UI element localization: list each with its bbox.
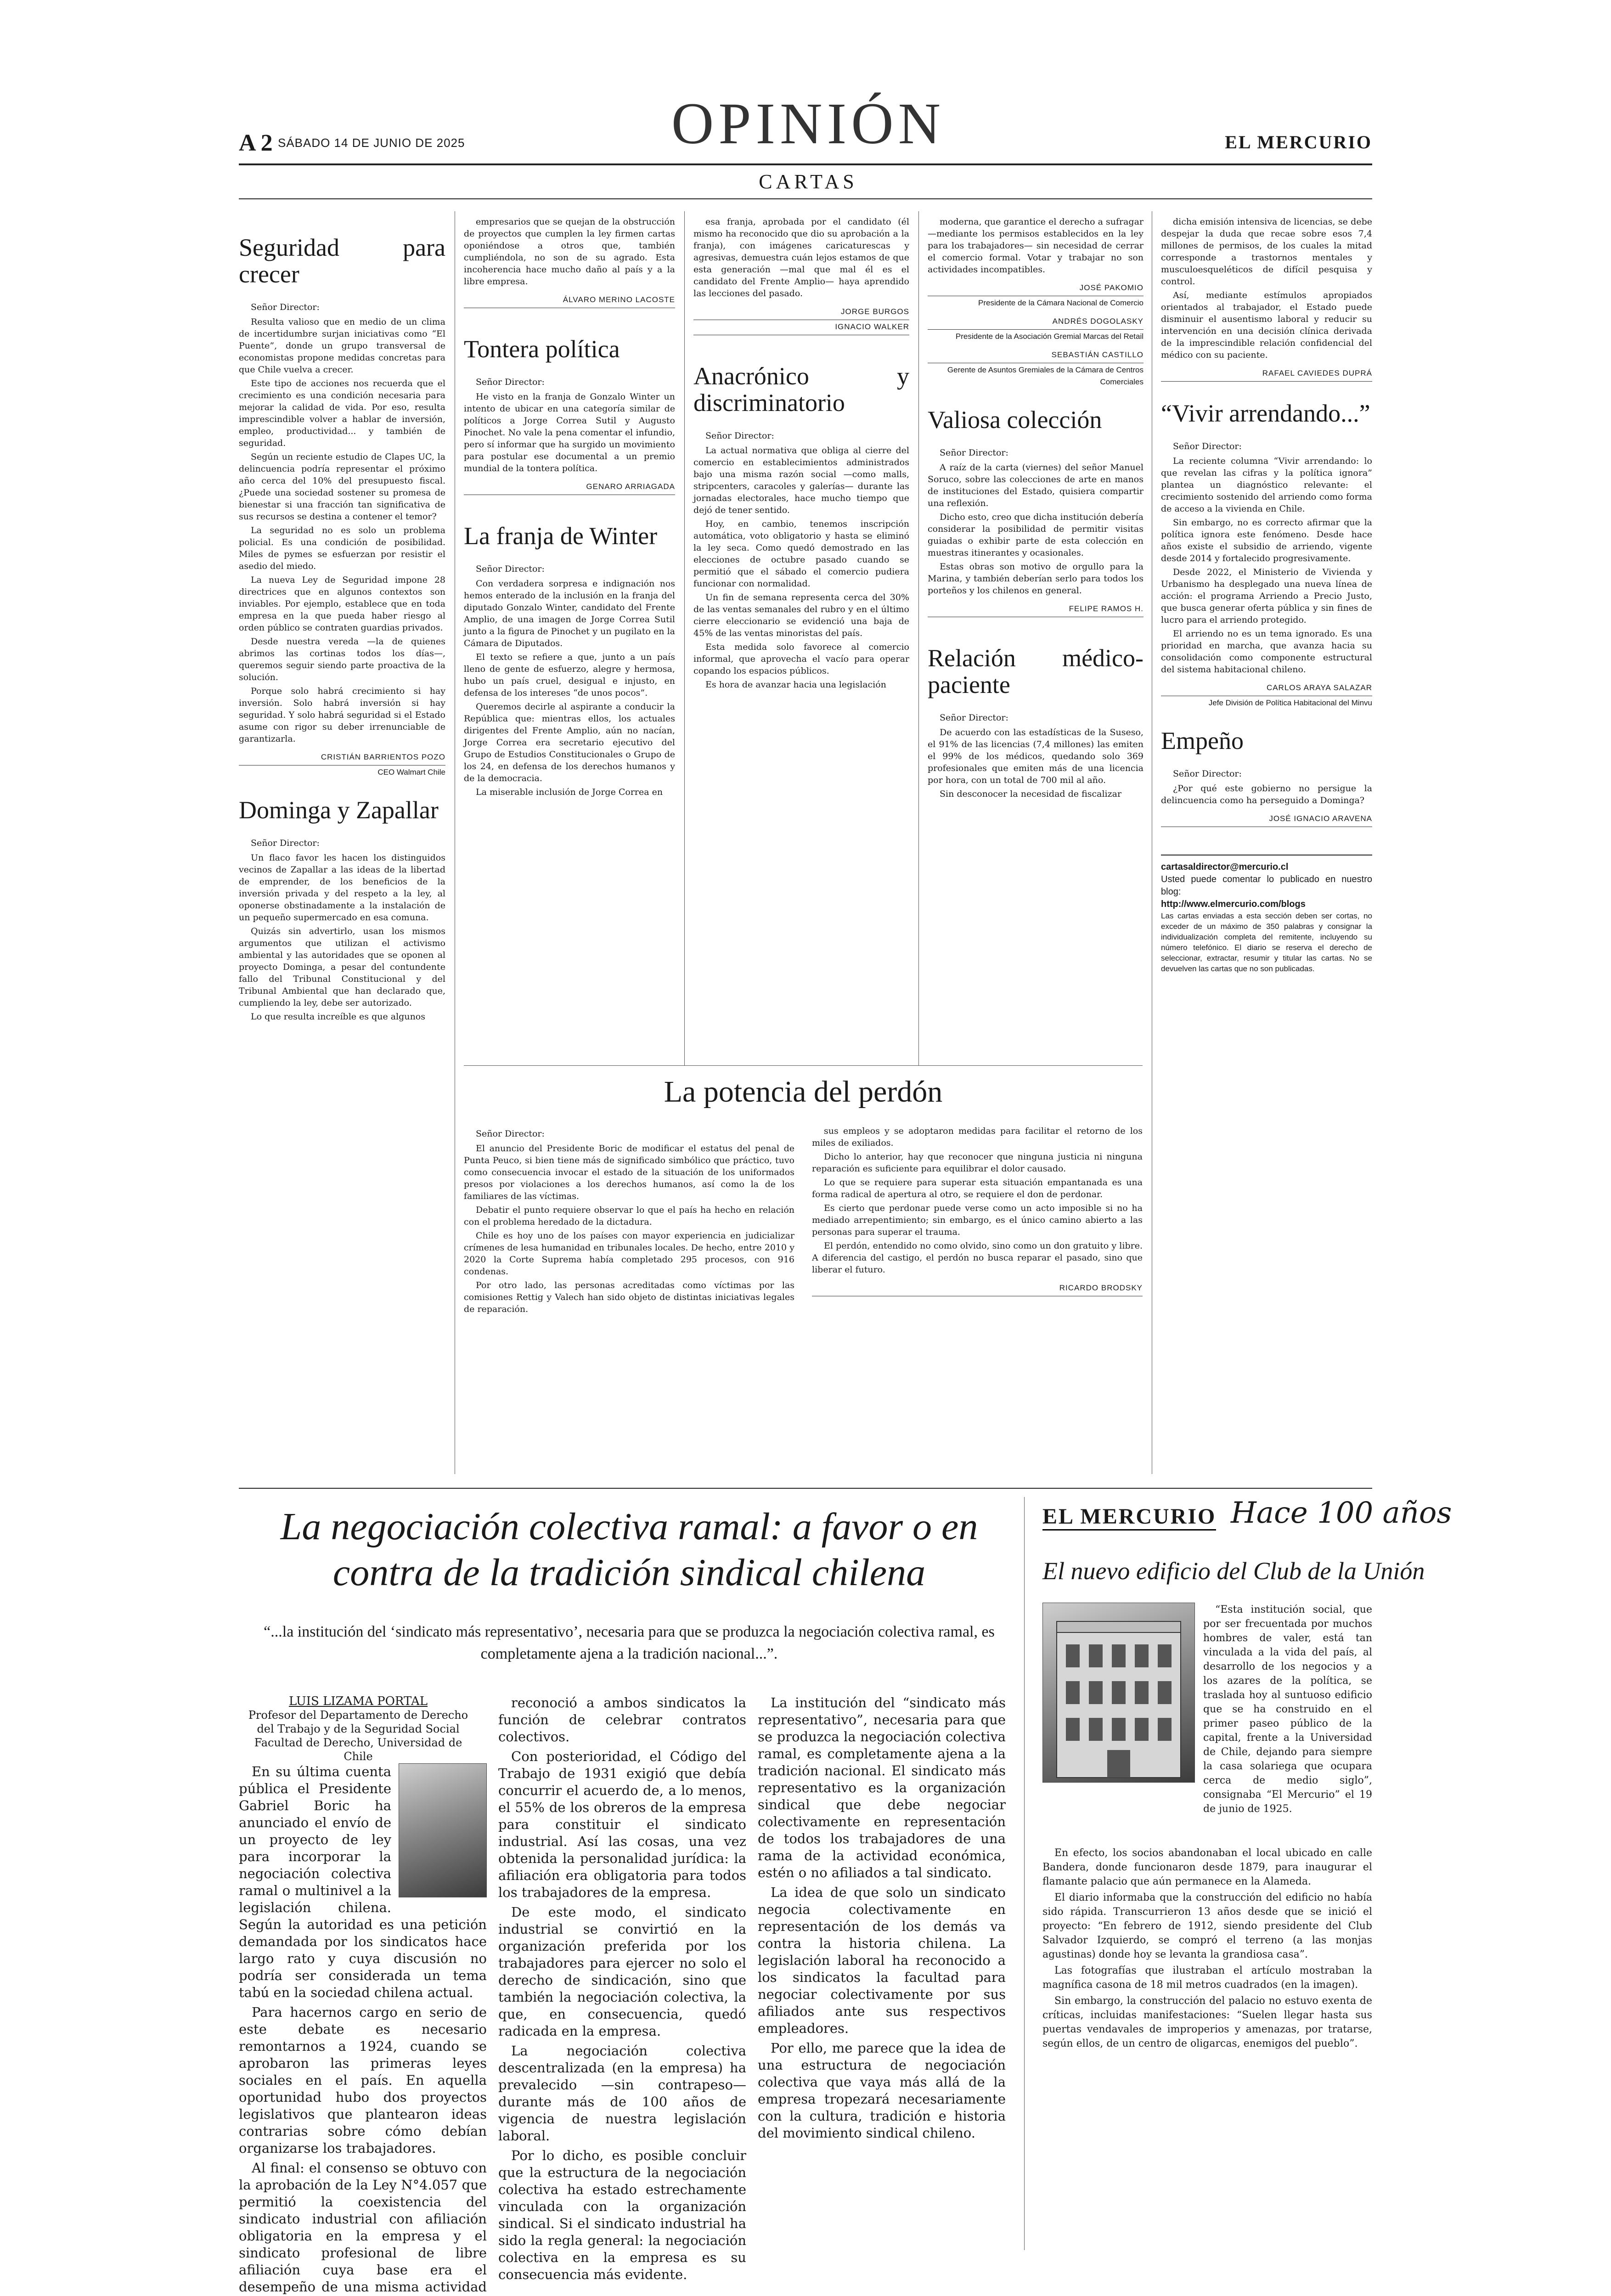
column-text-1 [239, 1763, 487, 2296]
hace100-paragraph: El diario informaba que la construcción del edificio no había sido rápida. Transcurrieron 13 años desde que se inició el proyecto: “En febrero de 1912, siendo presidente del Club Salvador Izquierdo, se compró el terreno (a las monjas agustinas) donde hoy se levanta la grandiosa casa”. [1042, 1892, 1372, 1960]
section-title: OPINIÓN [671, 91, 946, 156]
column-byline [239, 1694, 478, 1763]
letter-signature-role: CEO Walmart Chile [377, 768, 445, 777]
letter-signature: JOSÉ PAKOMIO [928, 282, 1143, 296]
contact-email[interactable]: cartasaldirector@mercurio.cl [1161, 862, 1289, 872]
hace100-paragraph: Sin embargo, la construcción del palacio no estuvo exenta de críticas, incluidas manifestaciones: “Suelen llegar hasta sus puertas vendavales de improperios y amenazas, por tratarse, según ellos, de un centro de oligarcas, enemigos del pueblo”. [1042, 1995, 1372, 2049]
letter-paragraph: dicha emisión intensiva de licencias, se debe despejar la duda que recae sobre esos 7,4 millones de permisos, de los cuales la mitad corresponde a trastornos mentales y musculoesqueléticos de difícil pesquisa y control. [1161, 217, 1372, 287]
letter-paragraph: Debatir el punto requiere observar lo que el país ha hecho en relación con el problema heredado de la dictadura. [464, 1205, 794, 1227]
letters-column-3 [693, 216, 909, 692]
column-paragraph: En su última cuenta pública el Presidente Gabriel Boric ha anunciado el envío de un proyecto de ley para incorporar la negociación colectiva ramal o multinivel a la legislación chilena. Según la autoridad es una petición demandada por los sindicatos hace largo rato y cuya discusión no podría ser considerada un tema tabú en la sociedad chilena actual. [239, 1764, 487, 2000]
letter-paragraph: Queremos decirle al aspirante a conducir la República que: mientras ellos, los actuales dirigentes del Frente Amplio, aún no nacían, Jorge Correa era secretario ejecutivo del Grupo de Estudios Constitucionales o Grupo de los 24, en defensa de los derechos humanos y de la democracia. [464, 702, 675, 783]
letter-paragraph: Desde 2022, el Ministerio de Vivienda y Urbanismo ha desplegado una nueva línea de acción: el programa Arriendo a Precio Justo, que busca generar oferta pública y sin fines de lucro para el arriendo protegido. [1161, 567, 1372, 625]
letters-column-4 [928, 216, 1143, 802]
column-paragraph: De este modo, el sindicato industrial se convirtió en la organización preferida por los trabajadores para ejercer no solo el derecho de sindicación, sino que también la negociación colectiva, la que, en consecuencia, quedó radicada en la empresa. [498, 1904, 746, 2039]
letter-title-tontera: Tontera política [464, 335, 620, 363]
letter-signature: RAFAEL CAVIEDES DUPRÁ [1161, 367, 1372, 382]
letter-paragraph: Sin desconocer la necesidad de fiscalizar [940, 789, 1122, 799]
letter-signature: IGNACIO WALKER [693, 321, 909, 335]
letter-signature: ÁLVARO MERINO LACOSTE [464, 294, 675, 308]
column-divider [1024, 1497, 1025, 2250]
letter-title-franja: La franja de Winter [464, 522, 658, 550]
letter-title-dominga: Dominga y Zapallar [239, 796, 439, 824]
column-paragraph: Para hacernos cargo en serio de este debate es necesario remontarnos a 1924, cuando se aprobaron las primeras leyes sociales en el país. En aquella oportunidad hubo dos proyectos legislativos que plantearon ideas contrarias sobre cómo debían organizarse los trabajadores. [239, 2004, 487, 2156]
letter-paragraph: Chile es hoy uno de los países con mayor experiencia en judicializar crímenes de lesa humanidad en tribunales locales. De hecho, entre 2010 y 2020 la Corte Suprema había completado 295 procesos, con 916 condenas. [464, 1231, 794, 1277]
letter-paragraph: La actual normativa que obliga al cierre del comercio en establecimientos administrados bajo una misma razón social —como malls, stripcenters, caracoles y galerías— durante las jornadas electorales, hace mucho tiempo que dejó de tener sentido. [693, 445, 909, 515]
perdon-column-left [464, 1125, 794, 1317]
letter-paragraph: Un fin de semana representa cerca del 30% de las ventas semanales del rubro y en el último cierre eleccionario se evidenció una baja de 45% de las ventas minoristas del país. [693, 592, 909, 638]
letter-signature: CRISTIÁN BARRIENTOS POZO [239, 751, 445, 765]
letter-paragraph: Hoy, en cambio, tenemos inscripción automática, voto obligatorio y hasta se eliminó la ley seca. Como quedó demostrado en las elecciones de octubre pasado cuando se permitió que el sábado el comercio pudiera funcionar con normalidad. [693, 519, 909, 589]
salutation: Señor Director: [476, 377, 545, 387]
salutation: Señor Director: [476, 564, 545, 574]
letter-paragraph: Sin embargo, no es correcto afirmar que la política ignora este fenómeno. Desde hace años existe el subsidio de arriendo, vigente desde 2014 y fortalecido progresivamente. [1161, 518, 1372, 563]
letter-title-valiosa: Valiosa colección [928, 406, 1102, 433]
letter-signature: ANDRÉS DOGOLASKY [928, 315, 1143, 330]
letter-title-relacion: Relación médico-paciente [928, 644, 1143, 698]
column-text-2 [498, 1694, 746, 2286]
letter-paragraph: Con verdadera sorpresa e indignación nos hemos enterado de la inclusión en la franja del diputado Gonzalo Winter, candidato del Frente Amplio, de una imagen de Jorge Correa Sutil junto a la figura de Pinochet y un pugilato en la Cámara de Diputados. [464, 579, 675, 648]
letter-paragraph: Es cierto que perdonar puede verse como un acto imposible si no ha mediado arrepentimiento; sin embargo, es el único camino abierto a las personas para superar el trauma. [812, 1203, 1143, 1237]
page-number: A 2 [239, 130, 273, 156]
letters-column-1 [239, 234, 445, 1024]
letter-paragraph: A raíz de la carta (viernes) del señor Manuel Soruco, sobre las colecciones de arte en manos de instituciones del Estado, quisiera compartir una reflexión. [928, 462, 1143, 508]
letter-paragraph: esa franja, aprobada por el candidato (él mismo ha reconocido que dio su aprobación a la franja), con imágenes caricaturescas y agresivas, demuestra cuán lejos estamos de que esta generación —mal que mal él es el candidato del Frente Amplio— haya aprendido las lecciones del pasado. [693, 217, 909, 298]
contact-blog-note: Usted puede comentar lo publicado en nuestro blog: [1161, 874, 1372, 897]
hace100-brand: EL MERCURIO [1042, 1504, 1216, 1531]
letter-title-seguridad: Seguridad para crecer [239, 234, 445, 288]
hace100-title: El nuevo edificio del Club de la Unión [1042, 1557, 1425, 1585]
letter-paragraph: La nueva Ley de Seguridad impone 28 directrices que en algunos contextos son inviables. Por ejemplo, establece que en toda empresa en la que pueda haber riesgo al orden público se contraten guardias privados. [239, 575, 445, 633]
column-author-role: Profesor del Departamento de Derecho del Trabajo y de la Seguridad Social Facultad de Derecho, Universidad de Chile [248, 1709, 468, 1763]
letters-column-5 [1161, 216, 1372, 974]
column-divider [684, 211, 685, 1065]
letter-signature: FELIPE RAMOS H. [928, 603, 1143, 617]
newspaper-brand: EL MERCURIO [1225, 132, 1372, 152]
letter-paragraph: Dicho esto, creo que dicha institución debería considerar la posibilidad de permitir visitas guiadas o exhibir parte de esta colección en muestras itinerantes y ocasionales. [928, 512, 1143, 558]
letter-paragraph: Dicho lo anterior, hay que reconocer que ninguna justicia ni ninguna reparación es suficiente para equilibrar el dolor causado. [812, 1152, 1143, 1174]
letter-paragraph: Así, mediante estímulos apropiados orientados al trabajador, el Estado puede disminuir el ausentismo laboral y reducir su intervención en una decisión clínica derivada de la imprescindible relación confidencial del médico con su paciente. [1161, 290, 1372, 360]
letter-paragraph: ¿Por qué este gobierno no persigue la delincuencia como ha perseguido a Dominga? [1161, 783, 1372, 805]
subsection-title: CARTAS [759, 170, 858, 193]
letter-title-vivir: “Vivir arrendando...” [1161, 400, 1370, 427]
column-paragraph: Por lo dicho, es posible concluir que la estructura de la negociación colectiva ha estado estrechamente vinculada con la organización sindical. Si el sindicato industrial ha sido la regla general: la negociación colectiva en la empresa es su consecuencia más evidente. [498, 2148, 746, 2282]
salutation: Señor Director: [940, 448, 1008, 458]
salutation: Señor Director: [1173, 769, 1242, 779]
letter-signature: RICARDO BRODSKY [812, 1282, 1143, 1296]
club-union-photo [1042, 1603, 1195, 1783]
column-paragraph: Con posterioridad, el Código del Trabajo de 1931 exigió que debía concurrir el acuerdo de, a lo menos, el 55% de los obreros de la empresa para constituir el sindicato industrial. Así las cosas, una vez obtenida la personalidad jurídica: la afiliación era obligatoria para todos los trabajadores de la empresa. [498, 1749, 746, 1900]
letter-paragraph: Según un reciente estudio de Clapes UC, la delincuencia podría representar el próximo año cerca del 10% del presupuesto fiscal. ¿Puede una sociedad sostener su promesa de bienestar si una fracción tan significativa de sus recursos se destina a contener el temor? [239, 452, 445, 522]
letter-paragraph: Esta medida solo favorece al comercio informal, que aprovecha el vacío para operar copando los espacios públicos. [693, 642, 909, 676]
page-date: SÁBADO 14 DE JUNIO DE 2025 [278, 136, 465, 150]
letter-paragraph: Es hora de avanzar hacia una legislación [705, 680, 886, 690]
letter-paragraph: Por otro lado, las personas acreditadas como víctimas por las comisiones Rettig y Valech han sido objeto de distintas iniciativas legales de reparación. [464, 1280, 794, 1314]
column-paragraph: La institución del “sindicato más representativo”, necesaria para que se produzca la negociación colectiva ramal, es completamente ajena a la tradición nacional. El sindicato más representativo es la organización sindical que debe negociar colectivamente en representación de todos los trabajadores de una rama de la actividad económica, estén o no afiliados a tal sindicato. [758, 1695, 1006, 1880]
salutation: Señor Director: [705, 431, 774, 441]
letter-paragraph: Este tipo de acciones nos recuerda que el crecimiento es una condición necesaria para mejorar la calidad de vida. Por eso, resulta imprescindible volver a hablar de inversión, empleo, productividad... y también de seguridad. [239, 378, 445, 448]
letter-signature-role: Jefe División de Política Habitacional del Minvu [1208, 698, 1372, 707]
letter-signature: JOSÉ IGNACIO ARAVENA [1161, 813, 1372, 827]
salutation: Señor Director: [251, 302, 320, 312]
letter-paragraph: Un flaco favor les hacen los distinguidos vecinos de Zapallar a las ideas de la libertad de emprender, de los beneficios de la inversión privada y del respeto a la ley, al oponerse obstinadamente a la instalación de un pequeño supermercado en esa comuna. [239, 853, 445, 923]
section-divider [464, 1065, 1143, 1066]
lower-section-divider [239, 1488, 1372, 1489]
column-paragraph: La negociación colectiva descentralizada (en la empresa) ha prevalecido —sin contrapeso— durante más de 100 años de vigencia de nuestra legislación laboral. [498, 2043, 746, 2144]
hace100-paragraph: En efecto, los socios abandonaban el local ubicado en calle Bandera, donde funcionaron desde 1879, para inaugurar el flamante palacio que aún permanece en la Alameda. [1042, 1847, 1372, 1887]
column-paragraph: Al final: el consenso se obtuvo con la aprobación de la Ley N°4.057 que permitió la coexistencia del sindicato industrial con afiliación obligatoria en la empresa y el sindicato profesional de libre afiliación cuya base era el desempeño de una misma actividad [239, 2160, 487, 2295]
letter-paragraph: Quizás sin advertirlo, usan los mismos argumentos que utilizan el activismo ambiental y las autoridades que se oponen al proyecto Dominga, a pesar del contundente fallo del Tribunal Constitucional y del Tribunal Ambiental que han declarado que, cumpliendo la ley, debe ser autorizado. [239, 926, 445, 1008]
letter-paragraph: Estas obras son motivo de orgullo para la Marina, y también deberían serlo para todos los porteños y los chilenos en general. [928, 562, 1143, 596]
letter-paragraph: De acuerdo con las estadísticas de la Suseso, el 91% de las licencias (7,4 millones) las emiten el 99% de los médicos, quedando solo 369 profesionales que emiten más de una licencia por hora, con un total de 700 mil al año. [928, 727, 1143, 785]
letter-signature-role: Gerente de Asuntos Gremiales de la Cámara de Centros Comerciales [947, 366, 1143, 386]
letter-paragraph: La seguridad no es solo un problema policial. Es una condición de posibilidad. Miles de pymes se esfuerzan por resistir el asedio del miedo. [239, 525, 445, 571]
perdon-column-right [812, 1125, 1143, 1297]
letter-title-anacronico: Anacrónico y discriminatorio [693, 362, 909, 416]
letter-paragraph: El texto se refiere a que, junto a un país lleno de gente de esfuerzo, alegre y hermosa, hubo un país cruel, desigual e injusto, en defensa de los intereses “de unos pocos”. [464, 652, 675, 698]
letter-paragraph: moderna, que garantice el derecho a sufragar —mediante los permisos establecidos en la ley para los trabajadores— sin necesidad de cerrar el comercio formal. Votar y trabajar no son actividades incompatibles. [928, 217, 1143, 275]
contact-blog-link[interactable]: http://www.elmercurio.com/blogs [1161, 899, 1306, 909]
letter-paragraph: empresarios que se quejan de la obstrucción de proyectos que cumplen la ley firmen cartas oponiéndose a otros que, también cumpliéndola, no son de su agrado. Esta incoherencia hace mucho daño al país y a la libre empresa. [464, 217, 675, 287]
column-divider [918, 211, 919, 1065]
hace100-paragraph: Las fotografías que ilustraban el artículo mostraban la magnífica casona de 18 mil metros cuadrados (en la imagen). [1042, 1965, 1372, 1991]
letter-paragraph: Desde nuestra vereda —la de quienes abrimos las cortinas todos los días—, queremos seguir siendo parte proactiva de la solución. [239, 636, 445, 682]
letter-title-perdon: La potencia del perdón [664, 1075, 943, 1109]
hace100-script: Hace 100 años [1231, 1496, 1452, 1530]
salutation: Señor Director: [251, 838, 320, 848]
column-text-3 [758, 1694, 1006, 2144]
letters-column-2 [464, 216, 675, 800]
letter-paragraph: El perdón, entendido no como olvido, sino como un don gratuito y libre. A diferencia del castigo, el perdón no busca reparar el pasado, sino que liberar el futuro. [812, 1241, 1143, 1275]
letter-signature: CARLOS ARAYA SALAZAR [1161, 682, 1372, 696]
column-pull-quote: “...la institución del ‘sindicato más representativo’, necesaria para que se produzca la negociación colectiva ramal, es completamente ajena a la tradición nacional...”. [264, 1623, 995, 1662]
letter-signature: SEBASTIÁN CASTILLO [928, 349, 1143, 363]
building-illustration [1043, 1603, 1194, 1782]
column-author: LUIS LIZAMA PORTAL [288, 1694, 428, 1708]
hace100-text-bottom [1042, 1846, 1372, 2053]
hace100-paragraph: “Esta institución social, que por ser frecuentada por muchos hombres de valer, está tan vinculada a la vida del país, al desarrollo de los negocios y a los azares de la política, se traslada hoy al suntuoso edificio que se ha construido en el primer paseo público de la capital, frente a la Universidad de Chile, dejando para siempre la casa solariega que ocupara cerca de medio siglo”, consignaba “El Mercurio” el 19 de junio de 1925. [1203, 1604, 1372, 1815]
header-rule [239, 163, 1372, 165]
salutation: Señor Director: [940, 713, 1008, 723]
column-paragraph: La idea de que solo un sindicato negocia colectivamente en representación de los demás va contra la historia chilena. La legislación laboral ha reconocido a los sindicatos la facultad para negociar colectivamente por sus afiliados ante sus respectivos empleadores. [758, 1885, 1006, 2036]
letter-paragraph: He visto en la franja de Gonzalo Winter un intento de ubicar en una categoría similar de políticos a Jorge Correa Sutil y Augusto Pinochet. No vale la pena comentar el infundio, pero sí informar que ha surgido un movimiento para postular ese documental a un premio mundial de la tontera política. [464, 392, 675, 473]
column-paragraph: reconoció a ambos sindicatos la función de celebrar contratos colectivos. [498, 1695, 746, 1745]
letter-signature: GENARO ARRIAGADA [464, 481, 675, 495]
letter-paragraph: Porque solo habrá crecimiento si hay inversión. Solo habrá inversión si hay seguridad. Y solo habrá seguridad si el Estado asume con rigor su deber irrenunciable de garantizarla. [239, 686, 445, 744]
letter-paragraph: Lo que resulta increíble es que algunos [251, 1012, 425, 1022]
column-title: La negociación colectiva ramal: a favor o en contra de la tradición sindical chilena [280, 1505, 978, 1594]
contact-policy: Las cartas enviadas a esta sección deben ser cortas, no exceder de un máximo de 350 palabras y consignar la individualización completa del remitente, incluyendo su número telefónico. El diario se reserva el derecho de seleccionar, extractar, resumir y titular las cartas. No se devuelven las cartas que no son publicadas. [1161, 912, 1372, 973]
letter-signature-role: Presidente de la Cámara Nacional de Comercio [978, 298, 1143, 307]
salutation: Señor Director: [476, 1129, 545, 1139]
letter-paragraph: Lo que se requiere para superar esta situación empantanada es una forma radical de apertura al otro, se requiere el don de perdonar. [812, 1177, 1143, 1199]
hace100-text-top [1203, 1603, 1372, 1818]
letter-paragraph: El arriendo no es un tema ignorado. Es una prioridad en marcha, que avanza hacia su consolidación como componente estructural del sistema habitacional chileno. [1161, 629, 1372, 675]
salutation: Señor Director: [1173, 441, 1242, 451]
column-paragraph: Por ello, me parece que la idea de una estructura de negociación colectiva que vaya más allá de la empresa tropezará necesariamente con la cultura, tradición e historia del movimiento sindical chileno. [758, 2040, 1006, 2141]
letter-paragraph: El anuncio del Presidente Boric de modificar el estatus del penal de Punta Peuco, si bien tiene más de significado simbólico que práctico, tuvo como consecuencia invocar el estado de la situación de los uniformados presos por violaciones a los derechos humanos, así como la de los familiares de las víctimas. [464, 1143, 794, 1201]
letter-signature: JORGE BURGOS [693, 306, 909, 320]
contact-box [1161, 855, 1372, 974]
letter-title-empeno: Empeño [1161, 727, 1244, 754]
letter-signature-role: Presidente de la Asociación Gremial Marcas del Retail [955, 332, 1143, 341]
letter-paragraph: La miserable inclusión de Jorge Correa en [476, 787, 663, 797]
author-photo [399, 1763, 487, 1897]
header-rule-bottom [239, 198, 1372, 199]
letter-paragraph: sus empleos y se adoptaron medidas para facilitar el retorno de los miles de exiliados. [812, 1126, 1143, 1148]
letter-paragraph: La reciente columna “Vivir arrendando: lo que revelan las cifras y la política ignora” plantea un diagnóstico relevante: el crecimiento sostenido del arriendo como forma de acceso a la vivienda en Chile. [1161, 456, 1372, 514]
letter-paragraph: Resulta valioso que en medio de un clima de incertidumbre surjan iniciativas como “El Puente”, donde un grupo transversal de economistas propone medidas concretas para que Chile vuelva a crecer. [239, 317, 445, 375]
